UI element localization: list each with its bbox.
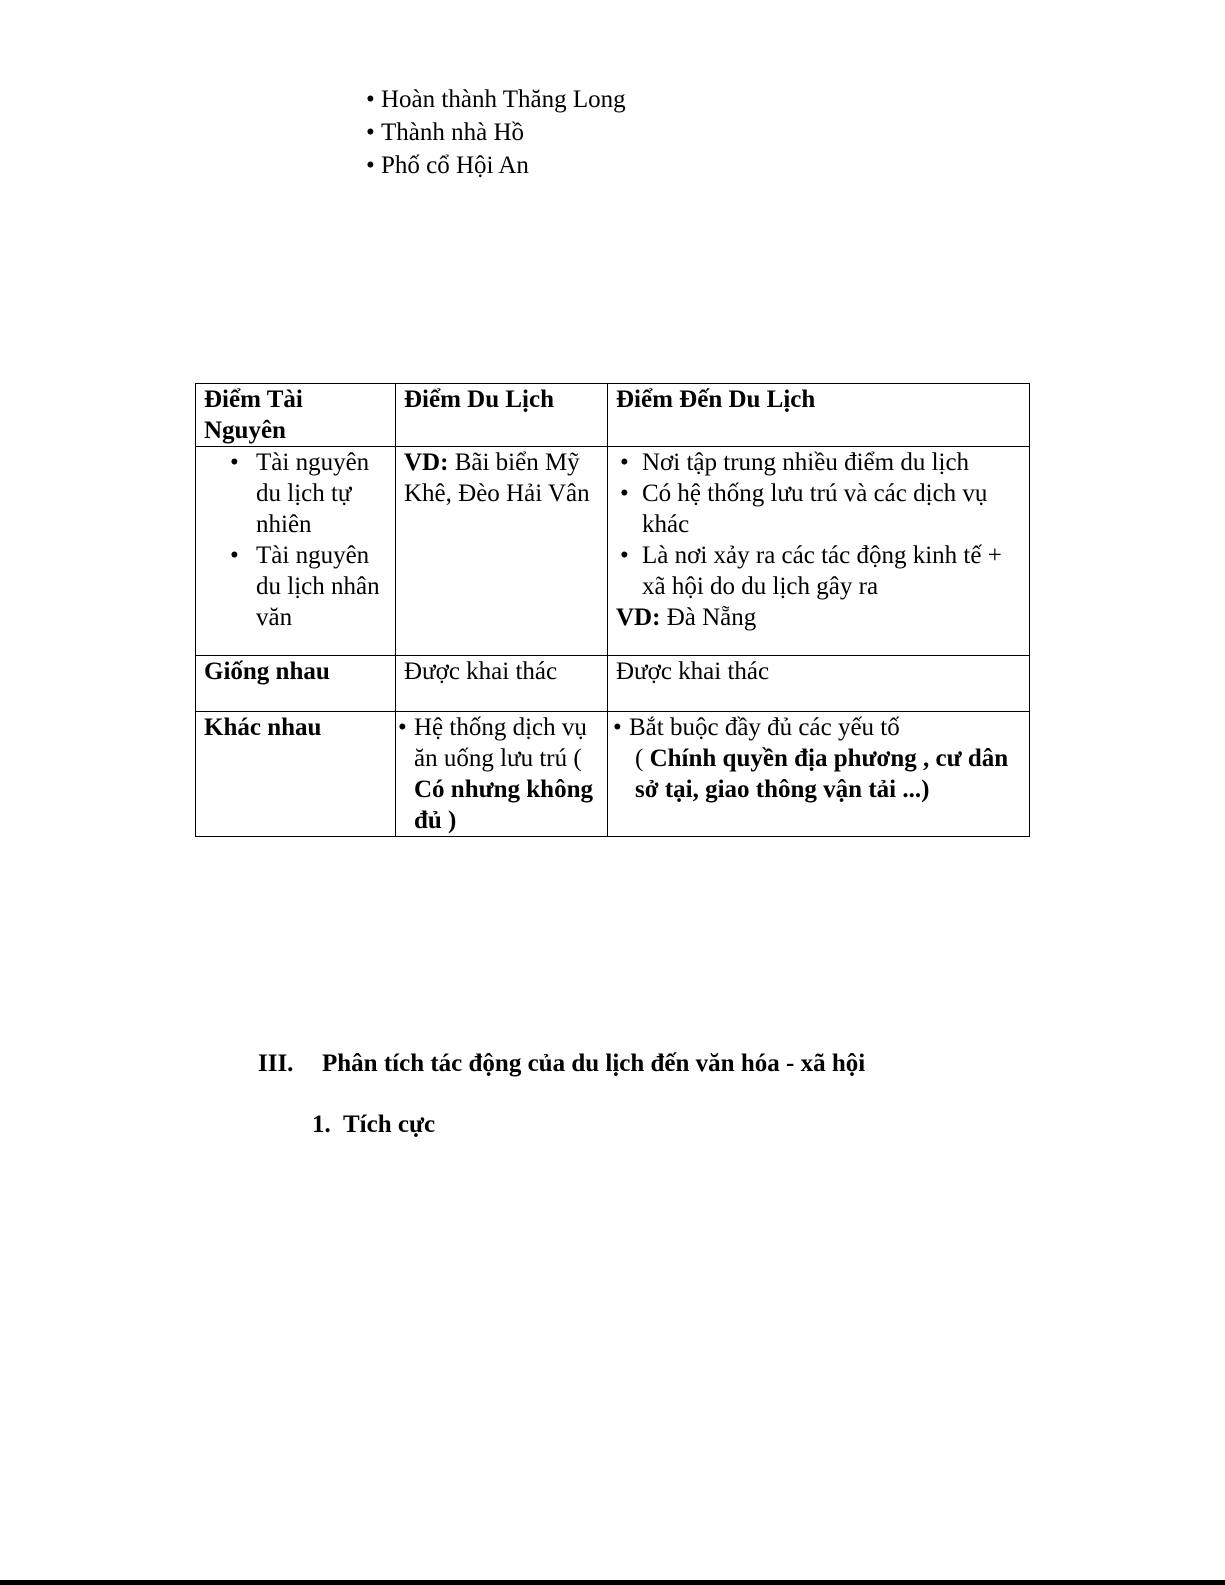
subsection-title: Tích cực (343, 1111, 436, 1138)
list-item-text: Phố cổ Hội An (381, 152, 529, 179)
example-label: VD: (404, 449, 449, 476)
top-bullet-list (366, 84, 626, 183)
section-heading-iii (258, 1048, 865, 1079)
bullet-icon: • (366, 119, 375, 146)
header-cell-resource: Điểm Tài Nguyên (196, 384, 396, 447)
list-item-text: Thành nhà Hồ (381, 119, 525, 146)
header-cell-tourist-spot: Điểm Du Lịch (396, 384, 608, 447)
bullet-icon: • (620, 449, 629, 476)
page-bottom-edge (0, 1580, 1225, 1585)
table-row (196, 656, 1030, 712)
bullet-icon: • (398, 714, 407, 741)
list-item-text: Nơi tập trung nhiều điểm du lịch (642, 449, 970, 476)
table-cell: Được khai thác (608, 656, 1030, 712)
bullet-icon: • (366, 152, 375, 179)
comparison-table (195, 383, 1030, 837)
list-item (204, 540, 387, 633)
requirement-bold-text: Chính quyền địa phương , cư dân sở tại, giao thông vận tải ...) (635, 745, 1009, 803)
list-item (616, 447, 1021, 478)
requirement-list (613, 712, 1021, 743)
list-item (613, 712, 1021, 743)
table-cell (608, 447, 1030, 656)
list-item (204, 447, 387, 540)
list-item-text: Tài nguyên du lịch tự nhiên (256, 449, 370, 538)
section-title: Phân tích tác động của du lịch đến văn hóa - xã hội (322, 1050, 866, 1077)
bullet-icon: • (620, 480, 629, 507)
list-item-bold-text: Có nhưng không đủ ) (414, 776, 593, 834)
table-row (196, 447, 1030, 656)
list-item (366, 117, 626, 150)
list-item-text: Hệ thống dịch vụ ăn uống lưu trú ( (414, 714, 587, 772)
list-item-text: Có hệ thống lưu trú và các dịch vụ khác (642, 480, 988, 538)
list-item (616, 478, 1021, 540)
example-text: Đà Nẵng (660, 604, 757, 631)
header-cell-destination: Điểm Đến Du Lịch (608, 384, 1030, 447)
bullet-icon: • (230, 542, 239, 569)
section-number: III. (258, 1050, 294, 1077)
list-item-text: Bắt buộc đầy đủ các yếu tố (629, 714, 900, 741)
bullet-icon: • (613, 714, 622, 741)
list-item (398, 712, 599, 836)
list-item-text: Là nơi xảy ra các tác động kinh tế + xã hội do du lịch gây ra (642, 542, 1002, 600)
row-label-similarity: Giống nhau (196, 656, 396, 712)
difference-list (398, 712, 599, 836)
table-cell (608, 712, 1030, 837)
paren-open: ( (635, 745, 650, 772)
resource-list (204, 447, 387, 633)
table-cell (396, 712, 608, 837)
subsection-heading-1 (312, 1109, 435, 1140)
table-cell (396, 447, 608, 656)
table-row (196, 712, 1030, 837)
bullet-icon: • (230, 449, 239, 476)
list-item (366, 150, 626, 183)
list-item-text: Tài nguyên du lịch nhân văn (256, 542, 380, 631)
list-item (616, 540, 1021, 602)
bullet-icon: • (620, 542, 629, 569)
subsection-number: 1. (312, 1111, 331, 1138)
destination-example (616, 602, 1021, 633)
row-label-difference: Khác nhau (196, 712, 396, 837)
list-item-text: Hoàn thành Thăng Long (381, 86, 626, 113)
list-item (366, 84, 626, 117)
table-header-row (196, 384, 1030, 447)
table-cell: Được khai thác (396, 656, 608, 712)
table-cell (196, 447, 396, 656)
requirement-details (613, 743, 1021, 805)
destination-list (616, 447, 1021, 602)
bullet-icon: • (366, 86, 375, 113)
example-text: Bãi biển Mỹ Khê, Đèo Hải Vân (404, 449, 590, 507)
example-label: VD: (616, 604, 661, 631)
